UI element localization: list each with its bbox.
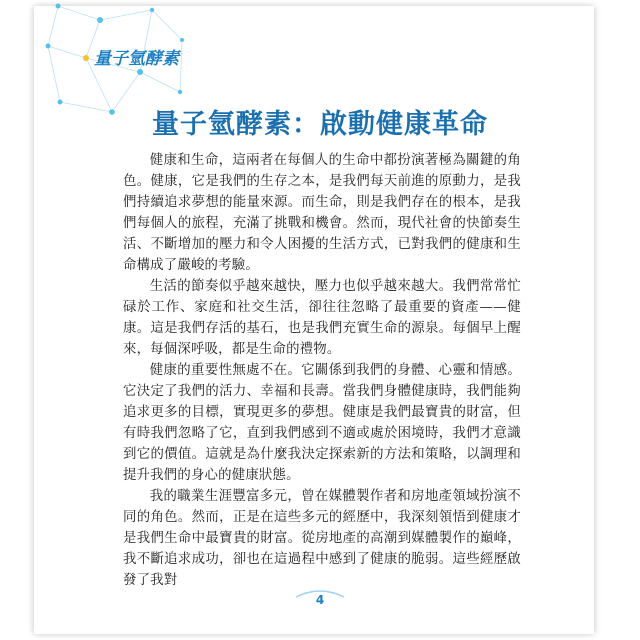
paragraph: 健康的重要性無處不在。它關係到我們的身體、心靈和情感。它決定了我們的活力、幸福和長壽。當我們身體健康時，我們能夠追求更多的目標，實現更多的夢想。健康是我們最寶貴的財富，但有時我們忽略了它，直到我們感到不適或處於困境時，我們才意識到它的價值。這就是為什麼我決定探索新的方法和策略，以調理和提升我們的身心的健康狀態。 [123,363,521,483]
paragraph: 生活的節奏似乎越來越快，壓力也似乎越來越大。我們常常忙碌於工作、家庭和社交生活，卻往往忽略了最重要的資產——健康。這是我們存活的基石，也是我們充實生命的源泉。每個早上醒來，每個深呼吸，都是生命的禮物。 [123,279,521,357]
book-title-text: 量子氫酵素 [94,49,179,69]
chapter-title: 量子氫酵素：啟動健康革命 [152,109,488,140]
book-title [94,44,179,69]
paragraph: 健康和生命，這兩者在每個人的生命中都扮演著極為關鍵的角色。健康，它是我們的生存之本，是我們每天前進的原動力，是我們持續追求夢想的能量來源。而生命，則是我們存在的根本，是我們每個人的旅程，充滿了挑戰和機會。然而，現代社會的快節奏生活、不斷增加的壓力和令人困擾的生活方式，已對我們的健康和生命構成了嚴峻的考驗。 [123,153,521,273]
body-text [123,150,521,591]
paragraph: 我的職業生涯豐富多元，曾在媒體製作者和房地產領域扮演不同的角色。然而，正是在這些多元的經歷中，我深刻領悟到健康才是我們生命中最寶貴的財富。從房地產的高潮到媒體製作的巔峰，我不斷追求成功，卻也在這過程中感到了健康的脆弱。這些經歷啟發了我對 [123,489,521,588]
page-number: 4 [315,593,325,607]
